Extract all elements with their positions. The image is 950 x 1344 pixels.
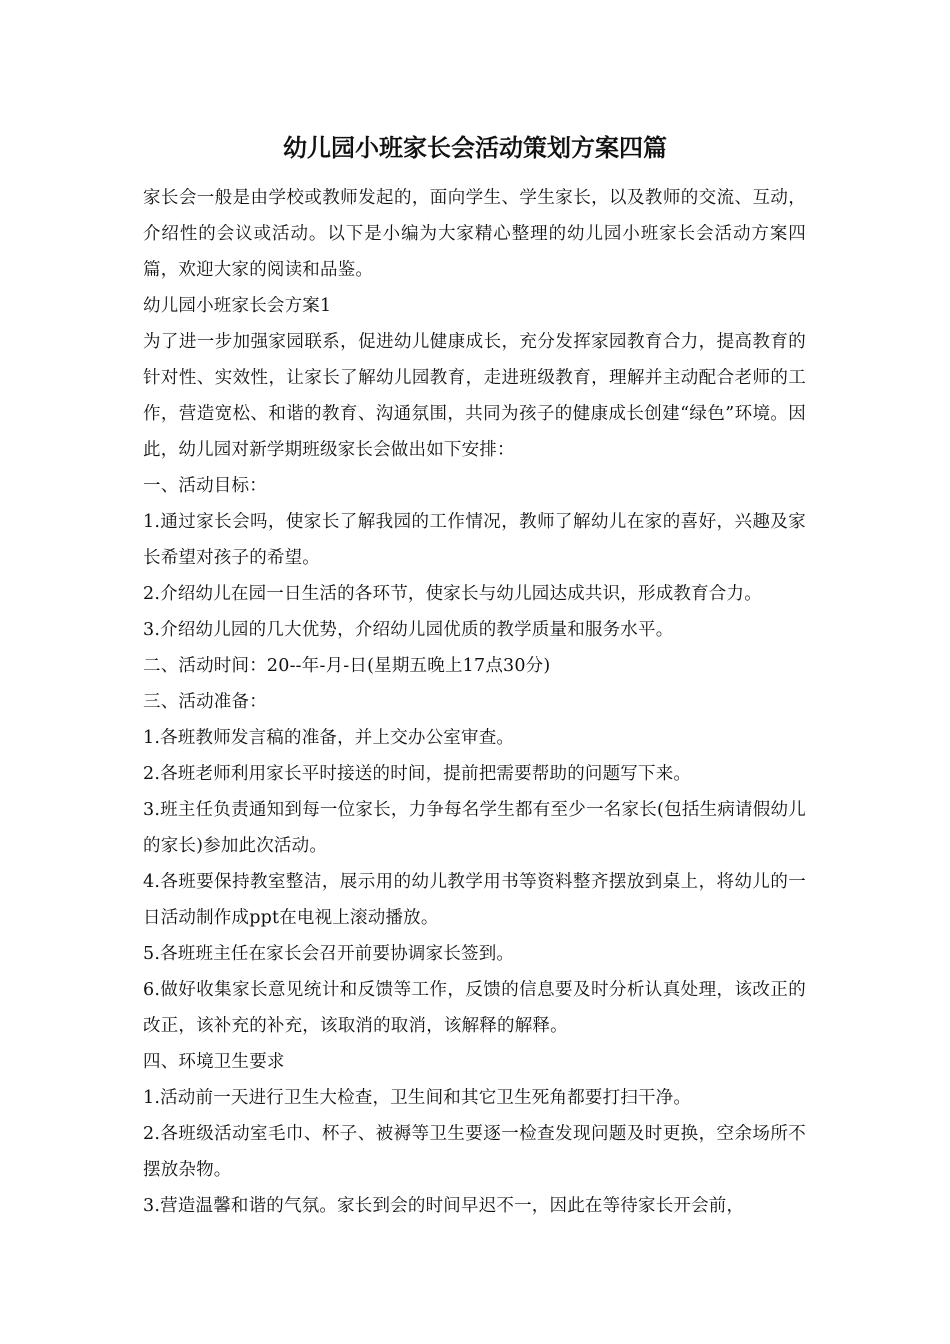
prep-item-6: 6.做好收集家长意见统计和反馈等工作，反馈的信息要及时分析认真处理，该改正的改正，该补充的补充，该取消的取消，该解释的解释。 xyxy=(143,980,806,1036)
heading-activity-preparation: 三、活动准备： xyxy=(143,692,267,712)
prep-item-5: 5.各班班主任在家长会召开前要协调家长签到。 xyxy=(143,944,515,964)
plan-1-intro-paragraph: 为了进一步加强家园联系，促进幼儿健康成长，充分发挥家园教育合力，提高教育的针对性、实效性，让家长了解幼儿园教育，走进班级教育，理解并主动配合老师的工作，营造宽松、和谐的教育、沟通氛围，共同为孩子的健康成长创建“绿色”环境。因此，幼儿园对新学期班级家长会做出如下安排： xyxy=(143,332,806,460)
prep-item-1: 1.各班教师发言稿的准备，并上交办公室审查。 xyxy=(143,728,515,748)
prep-item-3: 3.班主任负责通知到每一位家长，力争每名学生都有至少一名家长(包括生病请假幼儿的家长)参加此次活动。 xyxy=(143,800,806,856)
prep-item-4: 4.各班要保持教室整洁，展示用的幼儿教学用书等资料整齐摆放到桌上，将幼儿的一日活动制作成ppt在电视上滚动播放。 xyxy=(143,872,806,928)
document-title: 幼儿园小班家长会活动策划方案四篇 xyxy=(283,133,667,162)
prep-item-2: 2.各班老师利用家长平时接送的时间，提前把需要帮助的问题写下来。 xyxy=(143,764,692,784)
goal-item-3: 3.介绍幼儿园的几大优势，介绍幼儿园优质的教学质量和服务水平。 xyxy=(143,620,674,640)
document-body xyxy=(143,180,806,1224)
hygiene-item-2: 2.各班级活动室毛巾、杯子、被褥等卫生要逐一检查发现问题及时更换，空余场所不摆放杂物。 xyxy=(143,1124,806,1180)
hygiene-item-1: 1.活动前一天进行卫生大检查，卫生间和其它卫生死角都要打扫干净。 xyxy=(143,1088,692,1108)
heading-activity-time: 二、活动时间：20--年-月-日(星期五晚上17点30分) xyxy=(143,656,551,676)
goal-item-2: 2.介绍幼儿在园一日生活的各环节，使家长与幼儿园达成共识，形成教育合力。 xyxy=(143,584,762,604)
heading-hygiene-requirements: 四、环境卫生要求 xyxy=(143,1052,285,1072)
section-heading-plan-1: 幼儿园小班家长会方案1 xyxy=(143,296,332,316)
hygiene-item-3: 3.营造温馨和谐的气氛。家长到会的时间早迟不一，因此在等待家长开会前， xyxy=(143,1196,745,1216)
intro-paragraph: 家长会一般是由学校或教师发起的，面向学生、学生家长，以及教师的交流、互动，介绍性的会议或活动。以下是小编为大家精心整理的幼儿园小班家长会活动方案四篇，欢迎大家的阅读和品鉴。 xyxy=(143,188,806,280)
heading-activity-goals: 一、活动目标： xyxy=(143,476,267,496)
goal-item-1: 1.通过家长会吗，使家长了解我园的工作情况，教师了解幼儿在家的喜好，兴趣及家长希望对孩子的希望。 xyxy=(143,512,806,568)
